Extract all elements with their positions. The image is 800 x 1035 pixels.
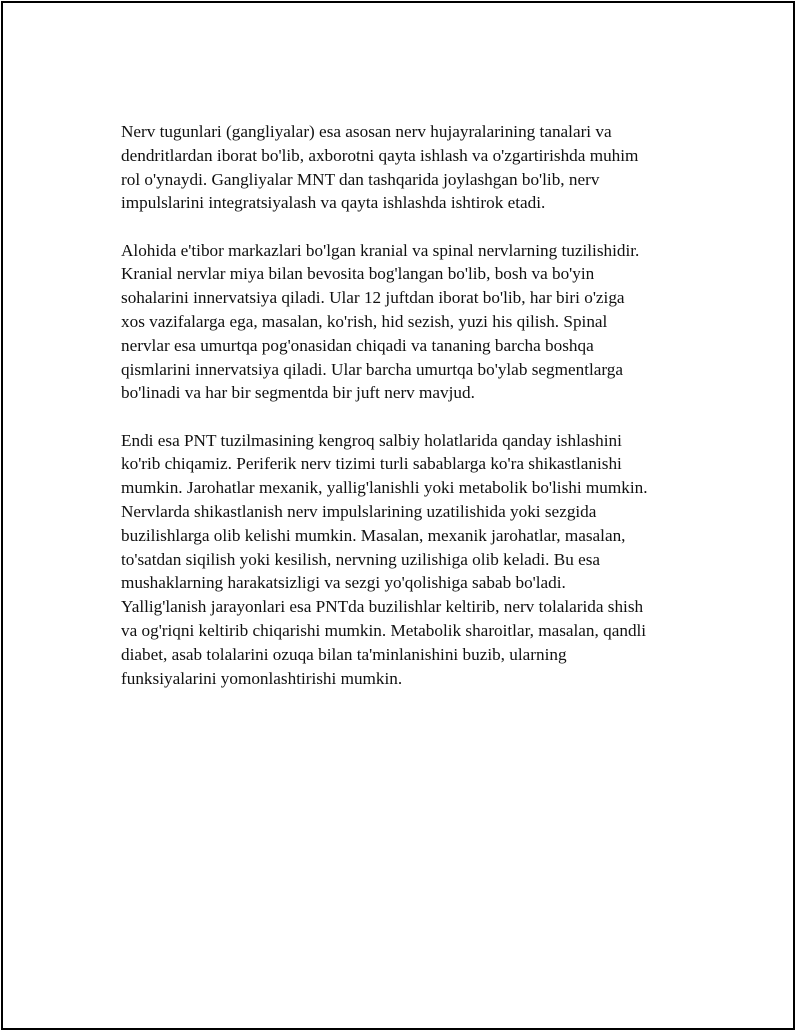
text-line: Alohida e'tibor markazlari bo'lgan kranial va spinal nervlarning tuzilishidir. <box>121 240 640 260</box>
text-line: bo'linadi va har bir segmentda bir juft nerv mavjud. <box>121 383 475 403</box>
text-line: funksiyalarini yomonlashtirishi mumkin. <box>121 668 403 688</box>
text-line: diabet, asab tolalarini ozuqa bilan ta'minlanishini buzib, ularning <box>121 644 567 664</box>
text-line: ko'rib chiqamiz. Periferik nerv tizimi turli sabablarga ko'ra shikastlanishi <box>121 454 622 474</box>
paragraph-1 <box>121 120 701 215</box>
text-line: mushaklarning harakatsizligi va sezgi yo'qolishiga sabab bo'ladi. <box>121 573 566 593</box>
text-line: impulslarini integratsiyalash va qayta ishlashda ishtirok etadi. <box>121 193 546 213</box>
text-line: mumkin. Jarohatlar mexanik, yallig'lanishli yoki metabolik bo'lishi mumkin. <box>121 478 648 498</box>
text-line: nervlar esa umurtqa pog'onasidan chiqadi va tananing barcha boshqa <box>121 335 594 355</box>
text-line: dendritlardan iborat bo'lib, axborotni qayta ishlash va o'zgartirishda muhim <box>121 145 639 165</box>
paragraph-3 <box>121 429 701 691</box>
text-line: qismlarini innervatsiya qiladi. Ular barcha umurtqa bo'ylab segmentlarga <box>121 359 624 379</box>
text-line: xos vazifalarga ega, masalan, ko'rish, hid sezish, yuzi his qilish. Spinal <box>121 311 608 331</box>
text-line: Nerv tugunlari (gangliyalar) esa asosan nerv hujayralarining tanalari va <box>121 122 612 141</box>
text-line: Endi esa PNT tuzilmasining kengroq salbiy holatlarida qanday ishlashini <box>121 430 622 450</box>
document-page <box>1 1 795 1030</box>
text-line: Yallig'lanish jarayonlari esa PNTda buzilishlar keltirib, nerv tolalarida shish <box>121 597 644 617</box>
text-line: Nervlarda shikastlanish nerv impulslarining uzatilishida yoki sezgida <box>121 501 597 521</box>
text-line: to'satdan siqilish yoki kesilish, nervning uzilishiga olib keladi. Bu esa <box>121 549 601 569</box>
text-line: rol o'ynaydi. Gangliyalar MNT dan tashqarida joylashgan bo'lib, nerv <box>121 169 600 189</box>
text-line: sohalarini innervatsiya qiladi. Ular 12 juftdan iborat bo'lib, har biri o'ziga <box>121 288 625 308</box>
document-body <box>121 120 701 714</box>
paragraph-2 <box>121 239 701 406</box>
text-line: buzilishlarga olib kelishi mumkin. Masalan, mexanik jarohatlar, masalan, <box>121 525 626 545</box>
text-line: va og'riqni keltirib chiqarishi mumkin. Metabolik sharoitlar, masalan, qandli <box>121 620 647 640</box>
text-line: Kranial nervlar miya bilan bevosita bog'langan bo'lib, bosh va bo'yin <box>121 264 595 284</box>
